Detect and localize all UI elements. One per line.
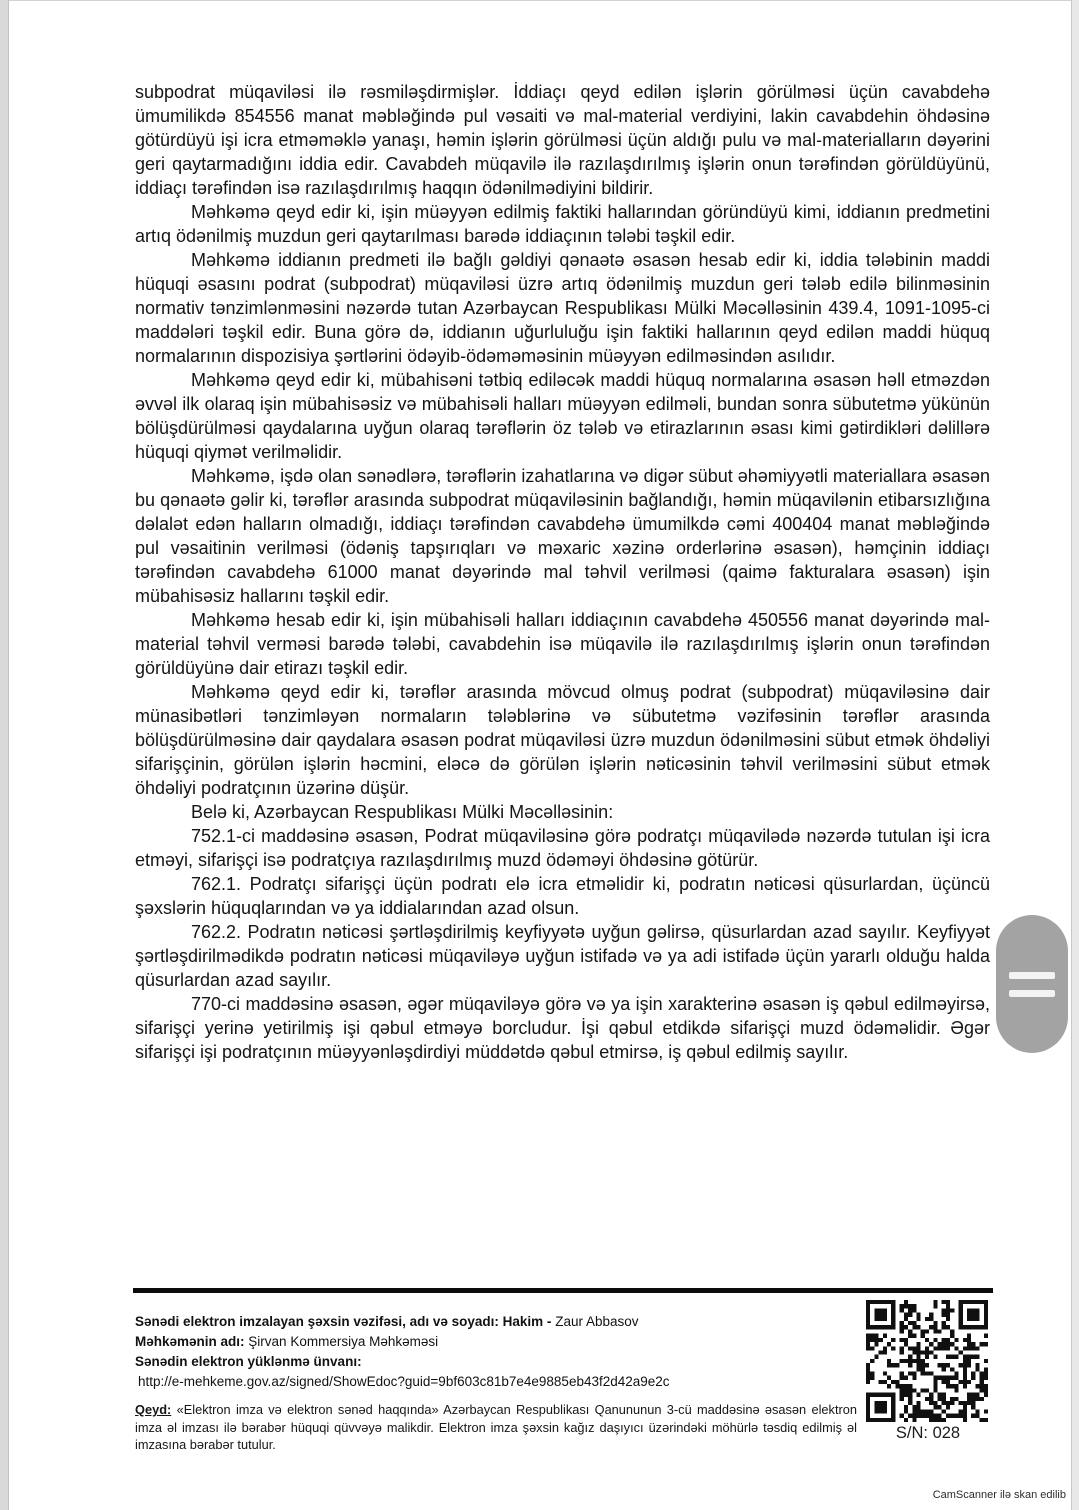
paragraph: Məhkəmə qeyd edir ki, mübahisəni tətbiq ediləcək maddi hüquq normalarına əsasən həll etməzdən əvvəl ilk olaraq işin mübahisəsiz və mübahisəli halları müəyyən edilməli, bundan sonra sübutetmə yükünün bölüşdürülməsi qaydalarına uyğun olaraq tərəflərin öz tələb və etirazlarının əsası kimi gətirdikləri dəlillərə hüquqi qiymət verilməlidir. [135,370,990,462]
paragraph: Məhkəmə iddianın predmeti ilə bağlı gəldiyi qənaətə əsasən hesab edir ki, iddia tələbinin maddi hüquqi əsasını podrat (subpodrat) müqaviləsi üzrə artıq ödənilmiş muzdun geri tələb edilə bilinməsinin normativ tənzimlənməsini nəzərdə tutan Azərbaycan Respublikası Mülki Məcəlləsinin 439.4, 1091-1095-ci maddələri təşkil edir. Buna görə də, iddianın uğurluluğu işin faktiki hallarının qeyd edilən maddi hüquq normalarının dispozisiya şərtlərini ödəyib-ödəməməsinin müəyyən edilməsindən asılıdır. [135,250,990,366]
paragraph: 752.1-ci maddəsinə əsasən, Podrat müqaviləsinə görə podratçı müqavilədə nəzərdə tutulan işi icra etməyi, sifarişçi isə podratçıya razılaşdırılmış muzd ödəməyi öhdəsinə götürür. [135,826,990,870]
document-text [135,80,990,1064]
qr-code-icon [865,1300,989,1422]
page-right-edge [1071,0,1079,1510]
serial-number: S/N: 028 [895,1424,961,1442]
signer-value: Zaur Abbasov [555,1314,639,1329]
paragraph: subpodrat müqaviləsi ilə rəsmiləşdirmişlər. İddiaçı qeyd edilən işlərin görülməsi üçün cavabdehə ümumilikdə 854556 manat məbləğində pul vəsaiti və mal-material verdiyini, lakin cavabdehin öhdəsinə götürdüyü işi icra etməməklə yanaşı, həmin işlərin görülməsi üçün aldığı pulu və mal-materialların dəyərini geri qaytarmadığını iddia edir. Cavabdeh müqavilə ilə razılaşdırılmış işlərin onun tərəfindən görüldüyünü, iddiaçı tərəfindən isə razılaşdırılmış haqqın ödənilmədiyini bildirir. [135,82,990,198]
signature-block [135,1312,865,1392]
scroll-handle-bar [1009,972,1055,979]
paragraph: Məhkəmə qeyd edir ki, tərəflər arasında mövcud olmuş podrat (subpodrat) müqaviləsinə dair münasibətləri tənzimləyən normaların tələblərinə və sübutetmə vəzifəsinin tərəflər arasında bölüşdürülməsinə dair qaydalara əsasən podrat müqaviləsi üzrə muzdun ödənilməsini sübut etmək öhdəliyi sifarişçinin, görülən işlərin həcmini, eləcə də görülən işlərin nəticəsinin təhvil verilməsini sübut etmək öhdəliyi podratçının üzərinə düşür. [135,682,990,798]
paragraph: 770-ci maddəsinə əsasən, əgər müqaviləyə görə və ya işin xarakterinə əsasən iş qəbul edilməyirsə, sifarişçi yerinə yetirilmiş işi qəbul etməyə borcludur. İşi qəbul etdikdə sifarişçi muzd ödəməlidir. Əgər sifarişçi işi podratçının müəyyənləşdirdiyi müddətdə qəbul etmirsə, iş qəbul edilmiş sayılır. [135,994,990,1062]
url-label-line [135,1352,865,1372]
court-line [135,1332,865,1352]
scroll-handle-bar [1009,990,1055,997]
note-label: Qeyd: [135,1402,172,1417]
url-label: Sənədin elektron yüklənmə ünvanı: [135,1354,362,1369]
court-label: Məhkəmənin adı: [135,1334,245,1349]
paragraph: Məhkəmə, işdə olan sənədlərə, tərəflərin izahatlarına və digər sübut əhəmiyyətli materiallara əsasən bu qənaətə gəlir ki, tərəflər arasında subpodrat müqaviləsinin bağlandığı, həmin müqavilənin etibarsızlığına dəlalət edən halların olmadığı, iddiaçı tərəfindən cavabdehə ümumilkdə cəmi 400404 manat məbləğində pul vəsaitinin verilməsi (ödəniş tapşırıqları və məxaric xəzinə orderlərinə əsasən), həmçinin iddiaçı tərəfindən cavabdehə 61000 manat dəyərində mal təhvil verilməsi (qaimə fakturalara əsasən) işin mübahisəsiz hallarını təşkil edir. [135,466,990,606]
note-text: «Elektron imza və elektron sənəd haqqında» Azərbaycan Respublikası Qanununun 3-cü maddəsinə əsasən elektron imza əl imzası ilə bərabər hüquqi qüvvəyə malikdir. Elektron imza şəxsin kağız daşıyıcı üzərindəki möhürlə təsdiq edilmiş əl imzasına bərabər tutulur. [135,1402,857,1452]
footer-divider [133,1288,993,1293]
signer-line [135,1312,865,1332]
camscanner-watermark: CamScanner ilə skan edilib [932,1489,1066,1501]
signer-label: Sənədi elektron imzalayan şəxsin vəzifəsi, adı və soyadı: Hakim - [135,1314,552,1329]
page-top-edge [0,0,1079,1]
paragraph: 762.2. Podratın nəticəsi şərtləşdirilmiş keyfiyyətə uyğun gəlirsə, qüsurlardan azad sayılır. Keyfiyyət şərtləşdirilmədikdə podratın nəticəsi müqaviləyə uyğun istifadə və ya adi istifadə üçün yararlı olduğu halda qüsurlardan azad sayılır. [135,922,990,990]
paragraph: Məhkəmə hesab edir ki, işin mübahisəli halları iddiaçının cavabdehə 450556 manat dəyərində mal-material təhvil verməsi barədə tələbi, cavabdehin isə müqavilə ilə razılaşdırılmış işlərin onun tərəfindən görüldüyünə dair etirazı təşkil edir. [135,610,990,678]
court-value: Şirvan Kommersiya Məhkəməsi [248,1334,439,1349]
document-url: http://e-mehkeme.gov.az/signed/ShowEdoc?guid=9bf603c81b7e4e9885eb43f2d42a9e2c [138,1374,670,1389]
paragraph: 762.1. Podratçı sifarişçi üçün podratı elə icra etməlidir ki, podratın nəticəsi qüsurlardan, üçüncü şəxslərin hüquqlarından və ya iddialarından azad olsun. [135,874,990,918]
scroll-handle[interactable] [996,915,1068,1053]
note-block [135,1401,857,1454]
paragraph: Belə ki, Azərbaycan Respublikası Mülki Məcəlləsinin: [191,802,614,822]
page-left-edge [0,0,9,1510]
paragraph: Məhkəmə qeyd edir ki, işin müəyyən edilmiş faktiki hallarından göründüyü kimi, iddianın predmetini artıq ödənilmiş muzdun geri qaytarılması barədə iddiaçının tələbi təşkil edir. [135,202,990,246]
